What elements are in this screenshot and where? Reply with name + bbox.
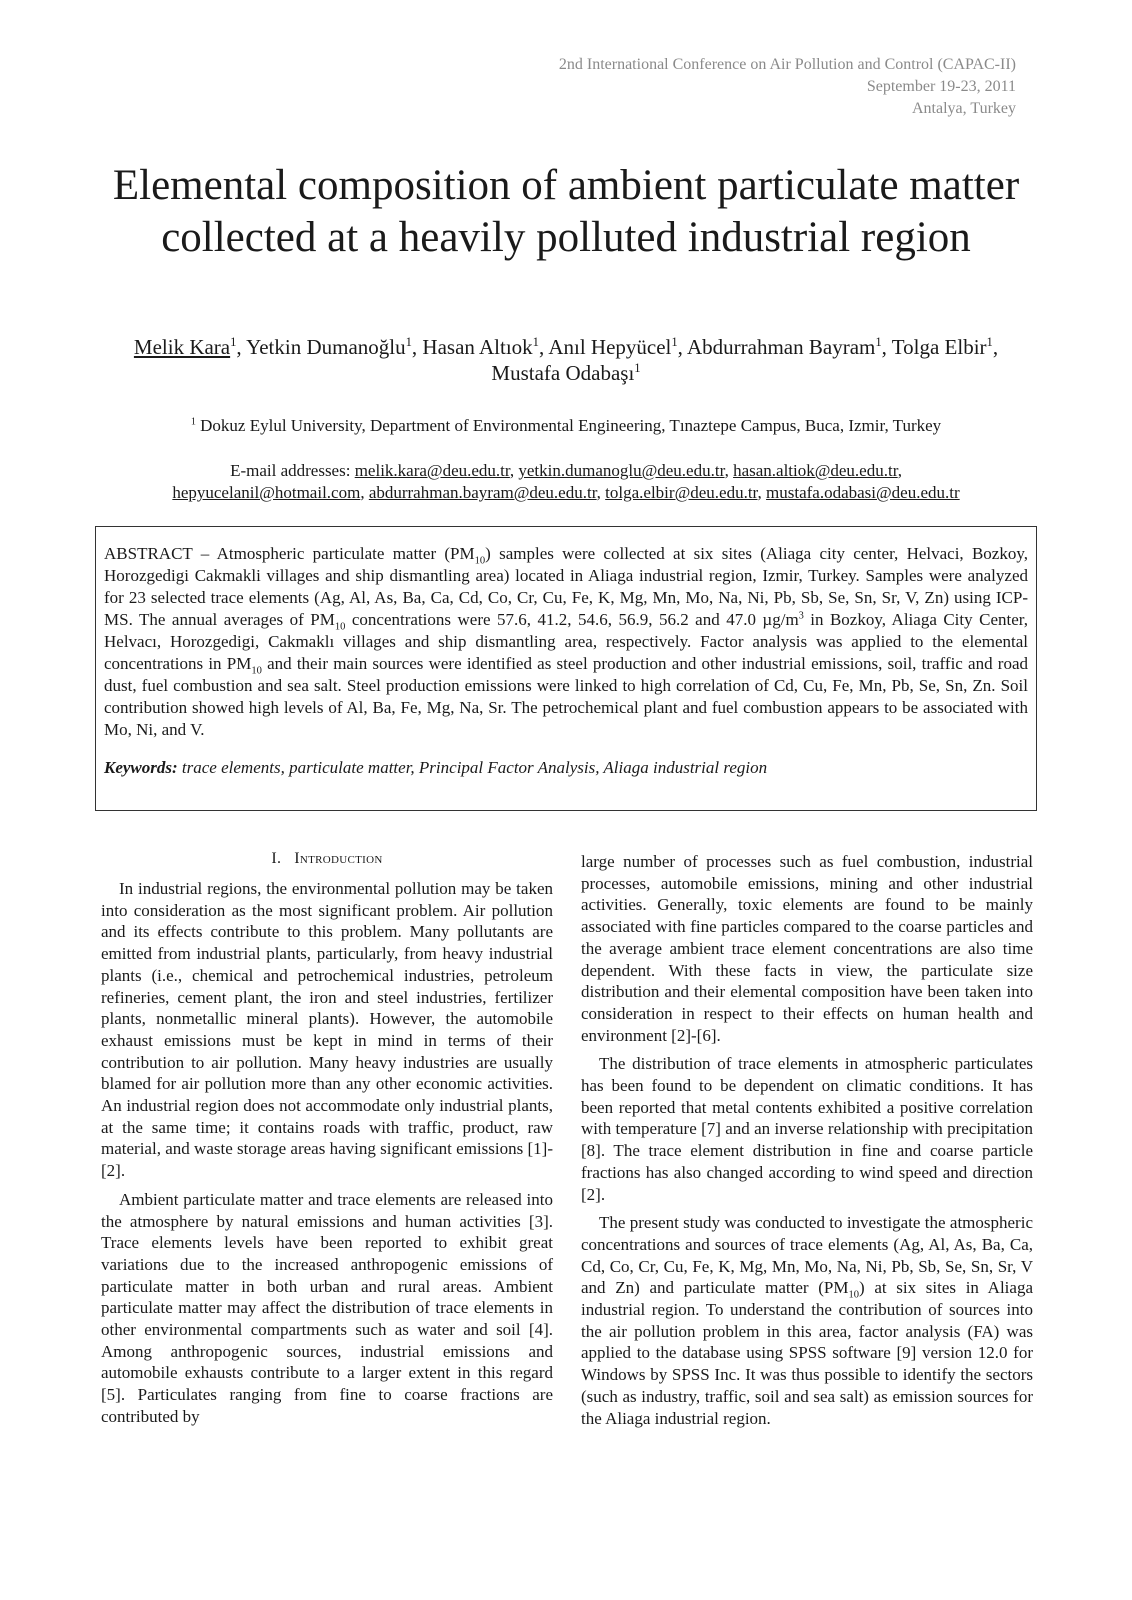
body-paragraph xyxy=(581,1212,1033,1429)
right-column xyxy=(581,851,1033,1436)
affiliation-text: Dokuz Eylul University, Department of Environmental Engineering, Tınaztepe Campus, Buca, Izmir, Turkey xyxy=(195,416,942,435)
conference-header xyxy=(559,54,1016,120)
section-title: Introduction xyxy=(294,850,383,867)
keywords-label: Keywords: xyxy=(104,758,178,777)
abstract-box xyxy=(95,526,1037,811)
subscript: 10 xyxy=(848,1289,859,1301)
body-paragraph: In industrial regions, the environmental pollution may be taken into consideration as the most significant problem. Air pollution and its effects contribute to this problem. Many pollutants are emitted from industrial plants, particularly, from heavy industrial plants (i.e., chemical and petrochemical industries, petroleum refineries, cement plant, the iron and steel industries, fertilizer plants, nonmetallic mineral plants). However, the automobile exhaust emissions must be kept in mind in terms of their contribution to air pollution. Many heavy industries are usually blamed for air pollution more than any other economic activities. An industrial region does not accommodate only industrial plants, at the same time; it contains roads with traffic, product, raw material, and waste storage areas having significant emissions [1]-[2]. xyxy=(101,879,553,1181)
section-heading xyxy=(101,848,553,870)
author-name: Hasan Altıok xyxy=(422,335,533,359)
abstract-segment: ) samples were collected at six sites (Aliaga city center, Helvaci, Bozkoy, Horozgedigi Cakmakli villages and ship dismantling area) located in Aliaga industrial region, Izmir, Turkey. Samples were analyzed for 23 selected trace elements (Ag, Al, As, Ba, Ca, Cd, Co, Cr, Cu, Fe, K, Mg, Mn, Mo, Na, Ni, Pb, Sb, Se, Sn, Sr, V, Zn) using ICP-MS. The annual averages of PM xyxy=(104,544,1028,629)
section-number: I. xyxy=(271,850,282,867)
author-name: Yetkin Dumanoğlu xyxy=(246,335,406,359)
author-name: Abdurrahman Bayram xyxy=(687,335,876,359)
body-paragraph: The distribution of trace elements in atmospheric particulates has been found to be dependent on climatic conditions. It has been reported that metal contents exhibited a positive correlation with temperature [7] and an inverse relationship with precipitation [8]. The trace element distribution in fine and coarse particle fractions has also changed according to wind speed and direction [2]. xyxy=(581,1054,1033,1204)
conference-location: Antalya, Turkey xyxy=(912,100,1016,117)
subscript: 10 xyxy=(251,665,262,677)
abstract-segment: concentrations were 57.6, 41.2, 54.6, 56.9, 56.2 and 47.0 µg/m xyxy=(345,610,799,629)
conference-dates: September 19-23, 2011 xyxy=(866,78,1016,95)
subscript: 10 xyxy=(474,555,486,567)
paragraph-segment: ) at six sites in Aliaga industrial region. To understand the contribution of sources into the air pollution problem in this area, factor analysis (FA) was applied to the database using SPSS software [9] version 12.0 for Windows by SPSS Inc. It was thus possible to identify the sectors (such as industry, traffic, soil and sea salt) as emission sources for the Aliaga industrial region. xyxy=(581,1278,1033,1428)
author-affiliation-mark: 1 xyxy=(671,335,678,349)
body-paragraph: Ambient particulate matter and trace elements are released into the atmosphere by natural emissions and human activities [3]. Trace elements levels have been reported to exhibit great variations due to the increased anthropogenic emissions of particulate matter in both urban and rural areas. Ambient particulate matter may affect the distribution of trace elements in other environmental compartments such as water and soil [4]. Among anthropogenic sources, industrial emissions and automobile exhausts contribute to a larger extent in this regard [5]. Particulates ranging from fine to coarse fractions are contributed by xyxy=(101,1189,553,1426)
author-affiliation-mark: 1 xyxy=(230,335,237,349)
paper-title: Elemental composition of ambient particulate matter collected at a heavily polluted industrial region xyxy=(112,162,1020,261)
superscript: 3 xyxy=(798,610,804,622)
email-link[interactable]: yetkin.dumanoglu@deu.edu.tr xyxy=(518,461,725,480)
email-link[interactable]: melik.kara@deu.edu.tr xyxy=(354,461,510,480)
email-link[interactable]: hasan.altiok@deu.edu.tr xyxy=(733,461,898,480)
author-name: Tolga Elbir xyxy=(891,335,987,359)
author-affiliation-mark: 1 xyxy=(532,335,539,349)
left-column xyxy=(101,848,553,1435)
affiliation-mark: 1 xyxy=(190,416,196,428)
abstract-segment: ABSTRACT – Atmospheric particulate matter (PM xyxy=(104,544,475,563)
abstract-text xyxy=(104,543,1028,741)
affiliation xyxy=(110,415,1022,437)
email-link[interactable]: tolga.elbir@deu.edu.tr xyxy=(605,483,758,502)
author-name: Anıl Hepyücel xyxy=(548,335,672,359)
body-paragraph: large number of processes such as fuel combustion, industrial processes, automobile emissions, mining and other industrial activities. Generally, toxic elements are found to be mainly associated with fine particles compared to the coarse particles and the average ambient trace element concentrations are also time dependent. With these facts in view, the particulate size distribution and their elemental composition have been taken into consideration in respect to their effects on human health and environment [2]-[6]. xyxy=(581,852,1033,1045)
author-list: Melik Kara$^1$, Yetkin Dumanoğlu$^1$, Hasan Altıok$^1$, Anıl Hepyücel$^1$, Abdurrahman Bayram$^1$, Tolga Elbir$^1$, Mustafa Odabaşı$^1$ xyxy=(133,335,999,385)
author-affiliation-mark: 1 xyxy=(634,361,641,375)
author-affiliation-mark: 1 xyxy=(405,335,412,349)
abstract-segment: and their main sources were identified as steel production and other industrial emissions, soil, traffic and road dust, fuel combustion and sea salt. Steel production emissions were linked to high correlation of Cd, Cu, Fe, Mn, Pb, Se, Sn, Zn. Soil contribution showed high levels of Al, Ba, Fe, Mg, Na, Sr. The petrochemical plant and fuel combustion appears to be associated with Mo, Ni, and V. xyxy=(104,654,1029,739)
abstract-segment: in Bozkoy, Aliaga City Center, Helvacı, Horozgedigi, Cakmaklı villages and ship dismantling area, respectively. Factor analysis was applied to the elemental concentrations in PM xyxy=(104,610,1028,673)
email-link[interactable]: mustafa.odabasi@deu.edu.tr xyxy=(766,483,960,502)
keywords-text: trace elements, particulate matter, Principal Factor Analysis, Aliaga industrial region xyxy=(177,758,768,777)
keywords xyxy=(104,757,1028,779)
author-name: Mustafa Odabaşı xyxy=(491,361,635,385)
subscript: 10 xyxy=(334,621,346,633)
author-affiliation-mark: 1 xyxy=(986,335,993,349)
conference-name: 2nd International Conference on Air Pollution and Control (CAPAC-II) xyxy=(558,56,1016,73)
email-link[interactable]: abdurrahman.bayram@deu.edu.tr xyxy=(368,483,597,502)
author-affiliation-mark: 1 xyxy=(875,335,882,349)
email-link[interactable]: hepyucelanil@hotmail.com xyxy=(172,483,361,502)
email-addresses: E-mail addresses: melik.kara@deu.edu.tr, yetkin.dumanoglu@deu.edu.tr, hasan.altiok@deu.edu.tr, hepyucelanil@hotmail.com, abdurrahman.bayram@deu.edu.tr, tolga.elbir@deu.edu.tr, mustafa.odabasi@deu.edu.tr xyxy=(172,461,960,502)
author-name: Melik Kara xyxy=(133,335,231,359)
email-label: E-mail addresses: xyxy=(230,461,355,480)
paragraph-segment: The present study was conducted to investigate the atmospheric concentrations and sources of trace elements (Ag, Al, As, Ba, Ca, Cd, Co, Cr, Cu, Fe, K, Mg, Mn, Mo, Na, Ni, Pb, Sb, Se, Sn, Sr, V and Zn) and particulate matter (PM xyxy=(581,1213,1033,1298)
